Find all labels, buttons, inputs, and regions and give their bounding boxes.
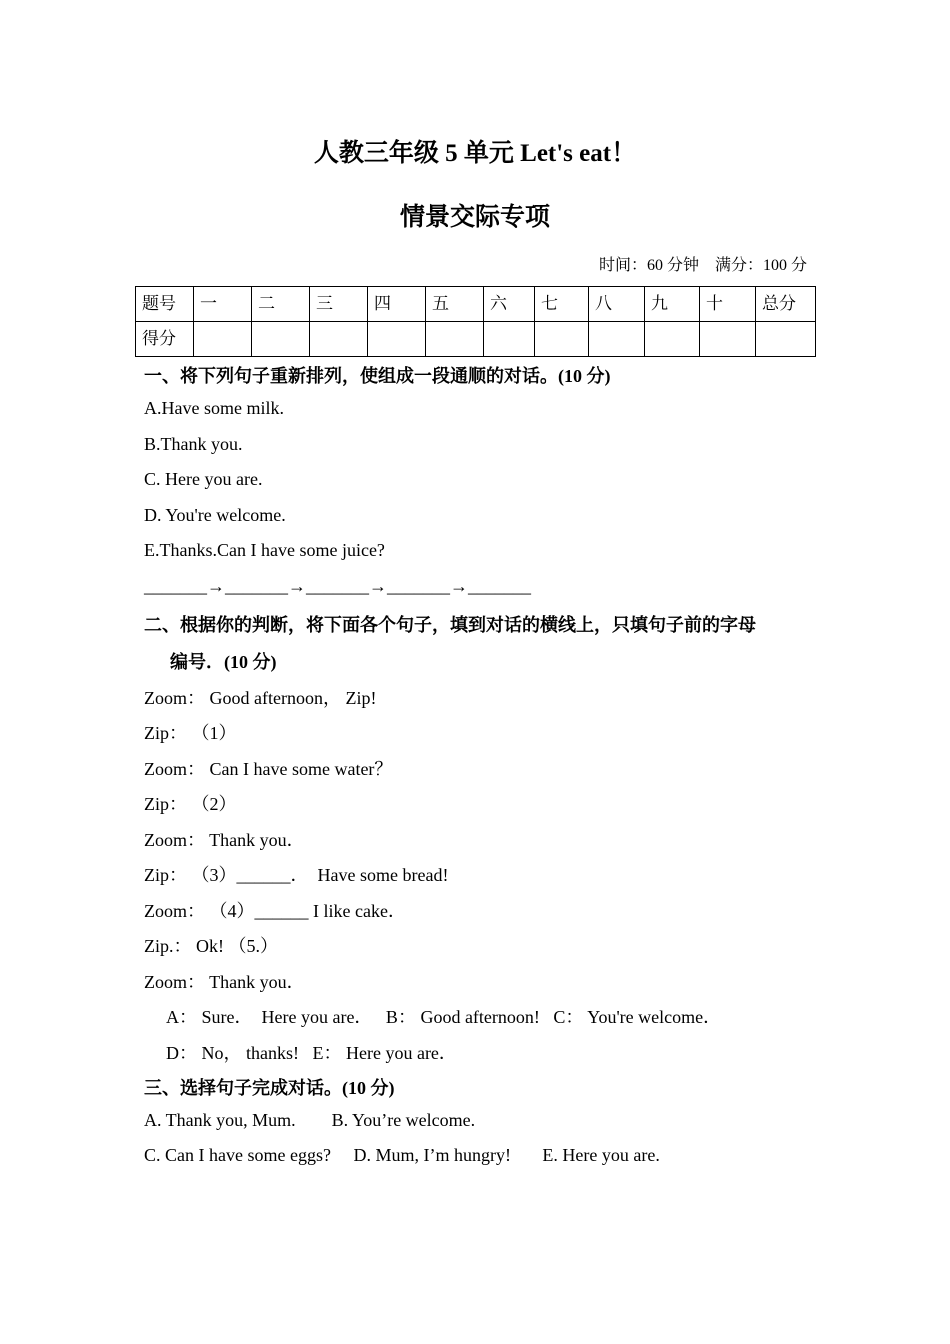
- section2-heading-cont: 编号．(10 分): [170, 652, 277, 672]
- score-table-score-row: [136, 322, 816, 357]
- score-entry-cell[interactable]: [700, 322, 756, 357]
- dialogue-line: Zip： （3）______． Have some bread!: [144, 865, 449, 885]
- table-cell: 八: [589, 287, 645, 322]
- section1-item: C. Here you are.: [144, 469, 263, 489]
- score-entry-cell[interactable]: [368, 322, 426, 357]
- worksheet-title: 人教三年级 5 单元 Let's eat！: [313, 140, 637, 167]
- score-table-header-row: [136, 287, 816, 322]
- table-cell: 四: [368, 287, 426, 322]
- section2-options: D： No， thanks! E： Here you are．: [166, 1043, 457, 1063]
- worksheet-subtitle: 情景交际专项: [399, 204, 550, 231]
- score-entry-cell[interactable]: [426, 322, 484, 357]
- time-score-info: 时间：60 分钟 满分：100 分: [598, 257, 807, 274]
- dialogue-line: Zoom： （4）______ I like cake．: [144, 901, 406, 921]
- section1-item: E.Thanks.Can I have some juice?: [144, 540, 385, 560]
- section2-heading: 二、根据你的判断，将下面各个句子，填到对话的横线上，只填句子前的字母: [144, 615, 756, 635]
- table-cell: 三: [310, 287, 368, 322]
- dialogue-line: Zip： （2）: [144, 794, 237, 814]
- score-entry-cell[interactable]: [484, 322, 535, 357]
- dialogue-line: Zip.： Ok! （5.）: [144, 936, 278, 956]
- score-entry-cell[interactable]: [310, 322, 368, 357]
- section1-heading: 一、将下列句子重新排列，使组成一段通顺的对话。(10 分): [144, 366, 611, 386]
- table-cell: 五: [426, 287, 484, 322]
- score-entry-cell[interactable]: [252, 322, 310, 357]
- section3-options: C. Can I have some eggs? D. Mum, I’m hungry! E. Here you are.: [144, 1145, 660, 1165]
- section1-item: D. You're welcome.: [144, 505, 286, 525]
- dialogue-line: Zoom： Thank you．: [144, 972, 305, 992]
- table-cell: 一: [194, 287, 252, 322]
- dialogue-line: Zoom： Can I have some water？: [144, 759, 393, 779]
- section1-item: A.Have some milk.: [144, 398, 284, 418]
- table-cell: 十: [700, 287, 756, 322]
- table-cell: 得分: [136, 322, 194, 357]
- score-entry-cell[interactable]: [589, 322, 645, 357]
- score-entry-cell[interactable]: [756, 322, 816, 357]
- table-cell: 总分: [756, 287, 816, 322]
- table-cell: 七: [535, 287, 589, 322]
- table-cell: 二: [252, 287, 310, 322]
- section1-item: B.Thank you.: [144, 434, 243, 454]
- section1-answer-line[interactable]: _______→_______→_______→_______→_______: [144, 576, 531, 596]
- section2-options: A： Sure． Here you are． B： Good afternoon! C： You're welcome．: [166, 1007, 722, 1027]
- score-entry-cell[interactable]: [645, 322, 700, 357]
- dialogue-line: Zip： （1）: [144, 723, 237, 743]
- dialogue-line: Zoom： Thank you．: [144, 830, 305, 850]
- table-cell: 题号: [136, 287, 194, 322]
- score-table: [135, 286, 816, 357]
- section3-options: A. Thank you, Mum. B. You’re welcome.: [144, 1110, 476, 1130]
- score-entry-cell[interactable]: [194, 322, 252, 357]
- dialogue-line: Zoom： Good afternoon， Zip!: [144, 688, 377, 708]
- section3-heading: 三、选择句子完成对话。(10 分): [144, 1078, 395, 1098]
- score-entry-cell[interactable]: [535, 322, 589, 357]
- table-cell: 六: [484, 287, 535, 322]
- table-cell: 九: [645, 287, 700, 322]
